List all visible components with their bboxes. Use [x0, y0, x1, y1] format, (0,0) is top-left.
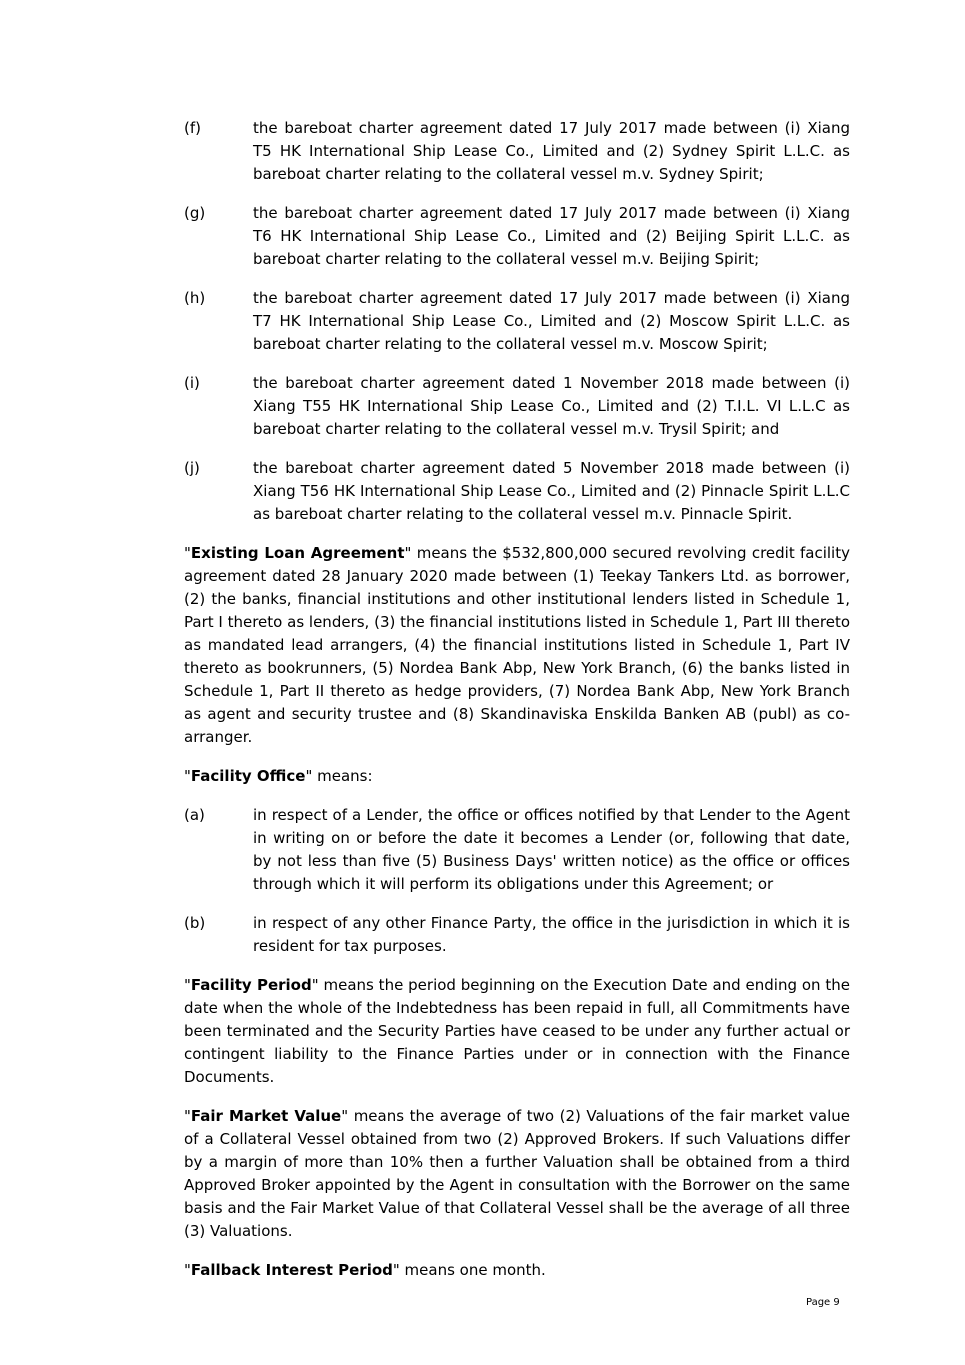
definition-text: means: [312, 767, 373, 785]
defined-term: Facility Period [190, 976, 312, 994]
list-text: the bareboat charter agreement dated 1 November 2018 made between (i) Xiang T55 HK International Ship Lease Co., Limited and (2) T.I.L. VI L.L.C as bareboat charter relating to the collateral vessel m.v. Trysil Spirit; and [253, 374, 850, 438]
list-label: (h) [184, 289, 206, 307]
definition-fallback-interest-period: "Fallback Interest Period" means one month. [184, 1261, 546, 1279]
list-item-g [184, 202, 850, 271]
list-text: the bareboat charter agreement dated 17 July 2017 made between (i) Xiang T6 HK International Ship Lease Co., Limited and (2) Beijing Spirit L.L.C. as bareboat charter relating to the collateral vessel m.v. Beijing Spirit; [253, 204, 850, 268]
document-body [184, 117, 850, 1298]
defined-term: Fallback Interest Period [190, 1261, 393, 1279]
list-text: in respect of a Lender, the office or offices notified by that Lender to the Agent in writing on or before the date it becomes a Lender (or, following that date, by not less than five (5) Business Days' written notice) as the office or offices through which it will perform its obligations under this Agreement; or [253, 806, 850, 893]
list-item-b [184, 912, 850, 958]
list-item-j [184, 457, 850, 526]
list-label: (i) [184, 374, 200, 392]
list-item-a [184, 804, 850, 896]
list-label: (j) [184, 459, 200, 477]
list-item-h [184, 287, 850, 356]
list-label: (f) [184, 119, 201, 137]
definition-text: means the period beginning on the Execution Date and ending on the date when the whole of the Indebtedness has been repaid in full, all Commitments have been terminated and the Security Parties have ceased to be under any further actual or contingent liability to the Finance Parties under or in connection with the Finance Documents. [184, 976, 850, 1086]
page-number: Page 9 [806, 1297, 840, 1308]
list-item-i [184, 372, 850, 441]
list-item-f [184, 117, 850, 186]
list-text: the bareboat charter agreement dated 17 July 2017 made between (i) Xiang T7 HK International Ship Lease Co., Limited and (2) Moscow Spirit L.L.C. as bareboat charter relating to the collateral vessel m.v. Moscow Spirit; [253, 289, 850, 353]
definition-text: means the average of two (2) Valuations of the fair market value of a Collateral Vessel obtained from two (2) Approved Brokers. If such Valuations differ by a margin of more than 10% then a further Valuation shall be obtained from a third Approved Broker appointed by the Agent in consultation with the Borrower on the same basis and the Fair Market Value of that Collateral Vessel shall be the average of all three (3) Valuations. [184, 1107, 850, 1240]
definition-facility-office: "Facility Office" means: [184, 767, 373, 785]
definition-text: means one month. [399, 1261, 546, 1279]
defined-term: Fair Market Value [190, 1107, 342, 1125]
list-label: (a) [184, 806, 205, 824]
definition-existing-loan-agreement: "Existing Loan Agreement" means the $532,800,000 secured revolving credit facility agreement dated 28 January 2020 made between (1) Teekay Tankers Ltd. as borrower, (2) the banks, financial institutions and other institutional lenders listed in Schedule 1, Part I thereto as lenders, (3) the financial institutions listed in Schedule 1, Part III thereto as mandated lead arrangers, (4) the financial institutions listed in Schedule 1, Part IV thereto as bookrunners, (5) Nordea Bank Abp, New York Branch, (6) the banks listed in Schedule 1, Part II thereto as hedge providers, (7) Nordea Bank Abp, New York Branch as agent and security trustee and (8) Skandinaviska Enskilda Banken AB (publ) as co-arranger. [184, 544, 850, 746]
defined-term: Existing Loan Agreement [190, 544, 405, 562]
list-label: (g) [184, 204, 206, 222]
list-text: the bareboat charter agreement dated 5 November 2018 made between (i) Xiang T56 HK International Ship Lease Co., Limited and (2) Pinnacle Spirit L.L.C as bareboat charter relating to the collateral vessel m.v. Pinnacle Spirit. [253, 459, 850, 523]
list-label: (b) [184, 914, 206, 932]
list-text: in respect of any other Finance Party, the office in the jurisdiction in which it is resident for tax purposes. [253, 914, 850, 955]
definition-text: means the $532,800,000 secured revolving credit facility agreement dated 28 January 2020 made between (1) Teekay Tankers Ltd. as borrower, (2) the banks, financial institutions and other institutional lenders listed in Schedule 1, Part I thereto as lenders, (3) the financial institutions listed in Schedule 1, Part III thereto as mandated lead arrangers, (4) the financial institutions listed in Schedule 1, Part IV thereto as bookrunners, (5) Nordea Bank Abp, New York Branch, (6) the banks listed in Schedule 1, Part II thereto as hedge providers, (7) Nordea Bank Abp, New York Branch as agent and security trustee and (8) Skandinaviska Enskilda Banken AB (publ) as co-arranger. [184, 544, 850, 746]
definition-fair-market-value: "Fair Market Value" means the average of two (2) Valuations of the fair market value of a Collateral Vessel obtained from two (2) Approved Brokers. If such Valuations differ by a margin of more than 10% then a further Valuation shall be obtained from a third Approved Broker appointed by the Agent in consultation with the Borrower on the same basis and the Fair Market Value of that Collateral Vessel shall be the average of all three (3) Valuations. [184, 1107, 850, 1240]
defined-term: Facility Office [190, 767, 306, 785]
definition-facility-period: "Facility Period" means the period beginning on the Execution Date and ending on the date when the whole of the Indebtedness has been repaid in full, all Commitments have been terminated and the Security Parties have ceased to be under any further actual or contingent liability to the Finance Parties under or in connection with the Finance Documents. [184, 976, 850, 1086]
list-text: the bareboat charter agreement dated 17 July 2017 made between (i) Xiang T5 HK International Ship Lease Co., Limited and (2) Sydney Spirit L.L.C. as bareboat charter relating to the collateral vessel m.v. Sydney Spirit; [253, 119, 850, 183]
